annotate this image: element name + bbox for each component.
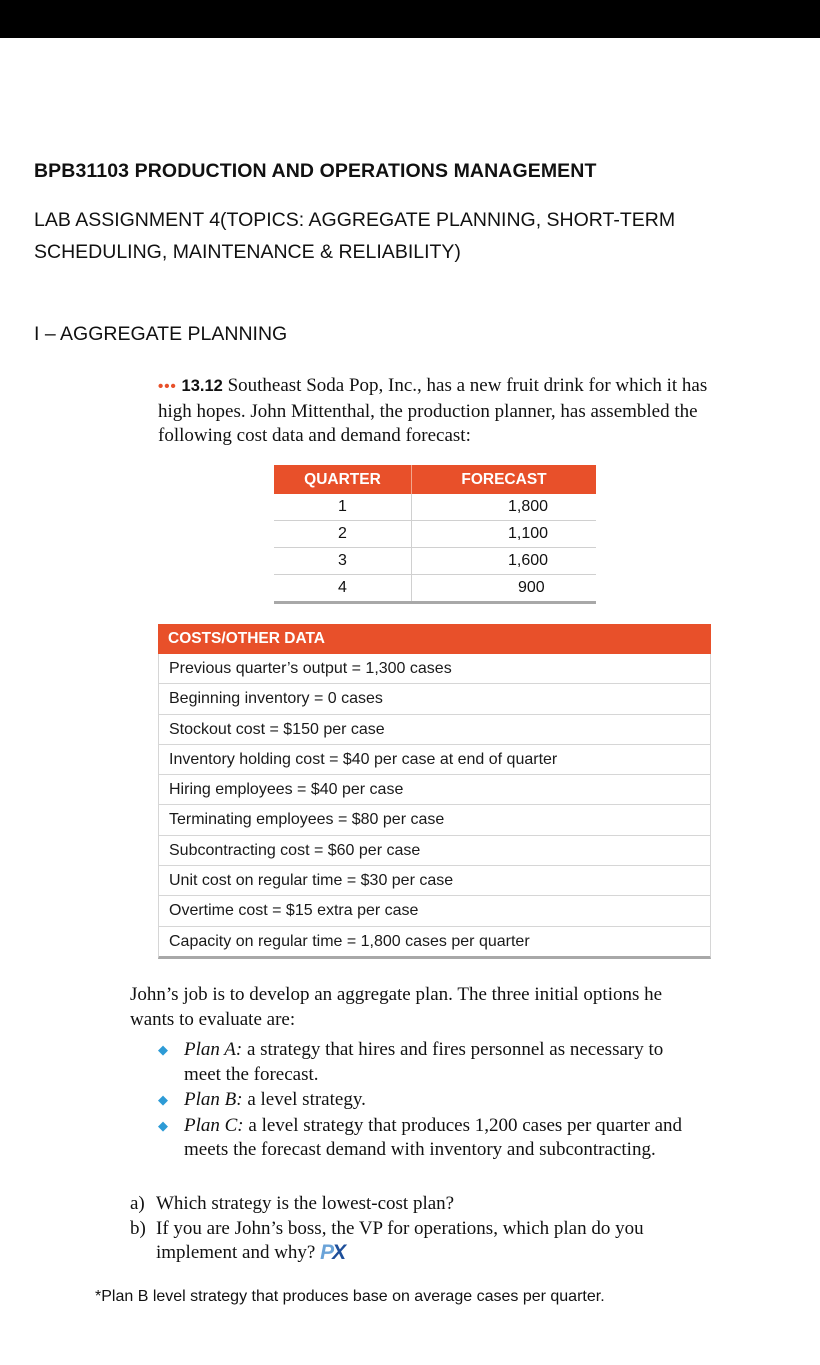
john-paragraph: John’s job is to develop an aggregate plan. The three initial options he wants to evaluate are: [130,984,663,1030]
plan-list [158,1038,688,1164]
course-title: BPB31103 PRODUCTION AND OPERATIONS MANAGEMENT [34,160,597,182]
plan-text: a level strategy that produces 1,200 cases per quarter and meets the forecast demand with inventory and subcontracting. [184,1114,683,1160]
cost-row: Beginning inventory = 0 cases [158,684,711,714]
list-item [130,1217,690,1266]
question-letter: a) [130,1193,145,1214]
footnote: *Plan B level strategy that produces base on average cases per quarter. [95,1288,605,1305]
forecast-cell: 1,600 [412,548,597,575]
cost-row: Stockout cost = $150 per case [158,715,711,745]
difficulty-dots: ••• [158,378,177,395]
forecast-header: FORECAST [412,465,597,494]
forecast-cell: 1,800 [412,494,597,521]
cost-row: Subcontracting cost = $60 per case [158,836,711,866]
cost-row: Capacity on regular time = 1,800 cases per quarter [158,927,711,959]
table-row [274,494,596,521]
table-row [274,575,596,603]
cost-row: Hiring employees = $40 per case [158,775,711,805]
list-item [158,1038,688,1087]
cost-row: Terminating employees = $80 per case [158,805,711,835]
cost-row: Unit cost on regular time = $30 per case [158,866,711,896]
quarter-header: QUARTER [274,465,412,494]
plan-label: Plan A: [184,1039,243,1060]
list-item [158,1088,688,1113]
cost-row: Previous quarter’s output = 1,300 cases [158,654,711,684]
table-row [274,548,596,575]
question-text: If you are John’s boss, the VP for operations, which plan do you implement and why? [156,1217,644,1263]
problem-intro [158,374,718,449]
lab-assignment-title [34,204,734,268]
table-row [274,521,596,548]
top-bar [0,0,820,38]
cost-row: Overtime cost = $15 extra per case [158,896,711,926]
px-logo-p: P [320,1241,333,1264]
diamond-bullet-icon: ◆ [158,1042,168,1057]
plan-text: a level strategy. [242,1089,366,1110]
problem-text: Southeast Soda Pop, Inc., has a new fruit drink for which it has high hopes. John Mittenthal, the production planner, has assembled the following cost data and demand forecast: [158,375,708,446]
forecast-cell: 900 [412,575,597,603]
diamond-bullet-icon: ◆ [158,1117,168,1133]
px-logo-x: X [332,1241,345,1264]
problem-number: 13.12 [181,377,223,395]
forecast-table [274,465,596,604]
diamond-bullet-icon: ◆ [158,1092,168,1107]
costs-header: COSTS/OTHER DATA [158,624,711,654]
plan-label: Plan C: [184,1114,244,1136]
quarter-cell: 3 [274,548,412,575]
question-list [130,1192,690,1266]
forecast-cell: 1,100 [412,521,597,548]
quarter-cell: 2 [274,521,412,548]
lab-title-line2: SCHEDULING, MAINTENANCE & RELIABILITY) [34,241,461,263]
list-item [158,1114,688,1163]
question-text: Which strategy is the lowest-cost plan? [156,1193,455,1214]
lab-title-line1: LAB ASSIGNMENT 4(TOPICS: AGGREGATE PLANNING, SHORT-TERM [34,209,676,231]
costs-table [158,624,711,959]
question-letter: b) [130,1217,146,1239]
plan-label: Plan B: [184,1089,243,1110]
section-title: I – AGGREGATE PLANNING [34,323,288,345]
px-logo-icon [320,1241,344,1266]
quarter-cell: 1 [274,494,412,521]
plan-text: a strategy that hires and fires personnel as necessary to meet the forecast. [184,1039,664,1085]
cost-row: Inventory holding cost = $40 per case at end of quarter [158,745,711,775]
quarter-cell: 4 [274,575,412,603]
list-item [130,1192,690,1217]
